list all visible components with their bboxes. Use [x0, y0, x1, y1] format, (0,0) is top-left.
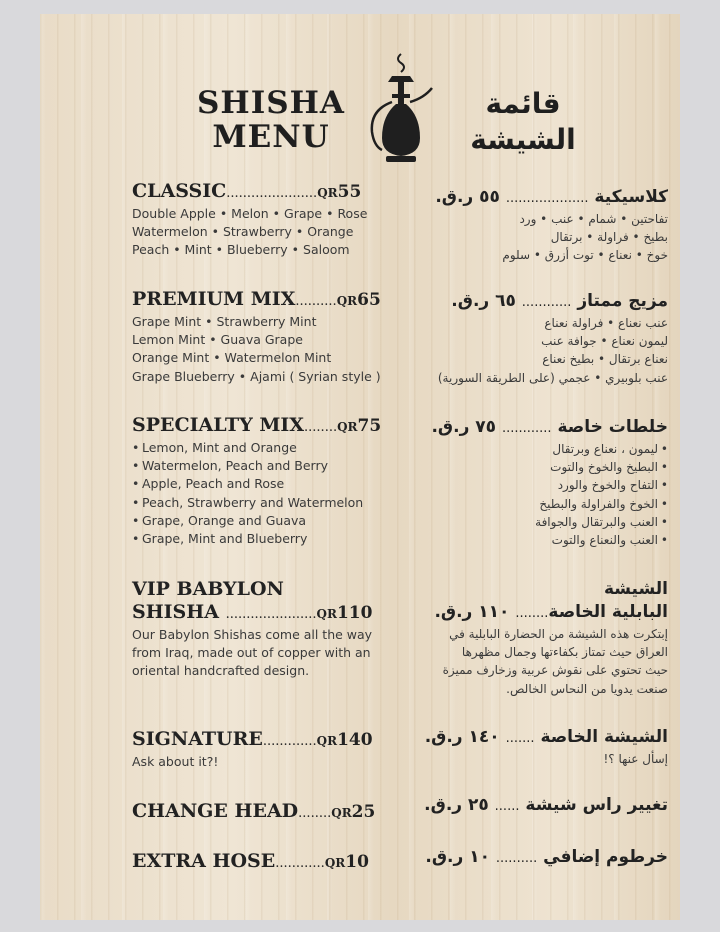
signature-section-en [132, 728, 390, 771]
title-ar-line1: قائمة [485, 87, 561, 120]
premium-item-ar: نعناع برتقال • بطيخ نعناع [542, 352, 668, 367]
premium-item: Grape Blueberry • Ajami ( Syrian style ) [132, 368, 381, 384]
classic-heading-ar: كلاسيكية .................... ٥٥ ر.ق. [435, 187, 668, 207]
premium-heading: PREMIUM MIX..........QR65 [132, 288, 381, 310]
change-head-heading: CHANGE HEAD........QR25 [132, 800, 376, 822]
premium-item: Grape Mint • Strawberry Mint [132, 314, 317, 329]
premium-item: Orange Mint • Watermelon Mint [132, 350, 332, 366]
premium-item-ar: عنب بلوبيري • عجمي (على الطريقة السورية) [437, 370, 668, 385]
classic-item: Watermelon • Strawberry • Orange [132, 224, 354, 240]
premium-item-ar: ليمون نعناع • جوافة عنب [541, 334, 668, 349]
vip-desc: Our Babylon Shishas come all the way [132, 627, 373, 642]
premium-item: Lemon Mint • Guava Grape [132, 332, 303, 348]
specialty-item-ar: •الخوخ والفراولة والبطيخ [539, 496, 668, 511]
vip-heading-line1: VIP BABYLON [132, 578, 284, 600]
signature-note: Ask about it?! [132, 754, 219, 769]
menu-title-english [196, 86, 346, 154]
premium-section-ar [416, 290, 668, 387]
classic-item: Peach • Mint • Blueberry • Saloom [132, 242, 350, 258]
premium-section-en [132, 288, 390, 386]
classic-item-ar: بطيخ • فراولة • برتقال [550, 230, 668, 245]
vip-desc-ar: إبتكرت هذه الشيشة من الحضارة البابلية في [449, 627, 668, 641]
specialty-item: • Peach, Strawberry and Watermelon [132, 494, 364, 510]
title-en-line1: SHISHA [197, 85, 345, 121]
premium-heading-ar: مزيج ممتاز ............ ٦٥ ر.ق. [451, 291, 668, 311]
extra-hose-heading-ar: خرطوم إضافي .......... ١٠ ر.ق. [425, 847, 668, 867]
specialty-section-ar [416, 416, 668, 549]
specialty-item: • Grape, Mint and Blueberry [132, 531, 308, 547]
vip-desc: from Iraq, made out of copper with an [132, 645, 371, 661]
signature-section-ar [416, 726, 668, 768]
classic-item-ar: خوخ • نعناع • توت أزرق • سلوم [502, 248, 668, 263]
specialty-item: • Lemon, Mint and Orange [132, 440, 297, 455]
vip-section-ar [416, 578, 668, 698]
vip-heading-ar-line2: البابلية الخاصة........ ١١٠ ر.ق. [434, 602, 668, 622]
vip-desc-ar: صنعت يدويا من النحاس الخالص. [506, 681, 668, 696]
specialty-item-ar: •العنب والبرتقال والجوافة [535, 514, 668, 529]
specialty-item-ar: •ليمون ، نعناع وبرتقال [552, 442, 668, 456]
extra-hose-heading: EXTRA HOSE............QR10 [132, 850, 369, 872]
premium-item-ar: عنب نعناع • فراولة نعناع [544, 316, 668, 330]
specialty-item: • Watermelon, Peach and Berry [132, 458, 329, 474]
vip-heading-ar-line1: الشيشة [603, 579, 668, 599]
hookah-icon [366, 50, 436, 170]
specialty-item-ar: •التفاح والخوخ والورد [557, 478, 668, 493]
title-ar-line2: الشيشة [470, 123, 576, 156]
specialty-heading-ar: خلطات خاصة ............ ٧٥ ر.ق. [431, 417, 668, 437]
specialty-section-en [132, 414, 390, 548]
specialty-item-ar: •البطيخ والخوخ والتوت [550, 460, 668, 475]
classic-item: Double Apple • Melon • Grape • Rose [132, 206, 368, 221]
vip-section-en [132, 578, 390, 681]
specialty-heading: SPECIALTY MIX........QR75 [132, 414, 382, 436]
menu-title-arabic [448, 86, 598, 158]
menu-page [40, 14, 680, 920]
change-head-section-en [132, 800, 390, 825]
signature-note-ar: إسأل عنها ؟! [603, 752, 668, 766]
change-head-heading-ar: تغيير راس شيشة ...... ٢٥ ر.ق. [424, 795, 668, 815]
vip-desc-ar: العراق حيث تمتاز بكفاءتها وجمال مظهرها [461, 645, 668, 660]
signature-heading: SIGNATURE.............QR140 [132, 728, 373, 750]
vip-desc: oriental handcrafted design. [132, 663, 310, 679]
specialty-item: • Apple, Peach and Rose [132, 476, 285, 492]
signature-heading-ar: الشيشة الخاصة ....... ١٤٠ ر.ق. [424, 727, 668, 747]
classic-item-ar: تفاحتين • شمام • عنب • ورد [519, 212, 668, 226]
classic-section-ar [416, 186, 668, 265]
vip-heading-line2: SHISHA ......................QR110 [132, 601, 373, 623]
extra-hose-section-en [132, 850, 390, 875]
title-en-line2: MENU [212, 119, 330, 155]
classic-section-en [132, 180, 390, 260]
classic-heading: CLASSIC......................QR55 [132, 180, 362, 202]
extra-hose-section-ar [416, 846, 668, 870]
specialty-item-ar: •العنب والنعناع والتوت [551, 533, 668, 548]
vip-desc-ar: حيث تحتوي على نقوش عربية وزخارف مميزة [442, 663, 668, 678]
change-head-section-ar [416, 794, 668, 818]
specialty-item: • Grape, Orange and Guava [132, 512, 307, 528]
